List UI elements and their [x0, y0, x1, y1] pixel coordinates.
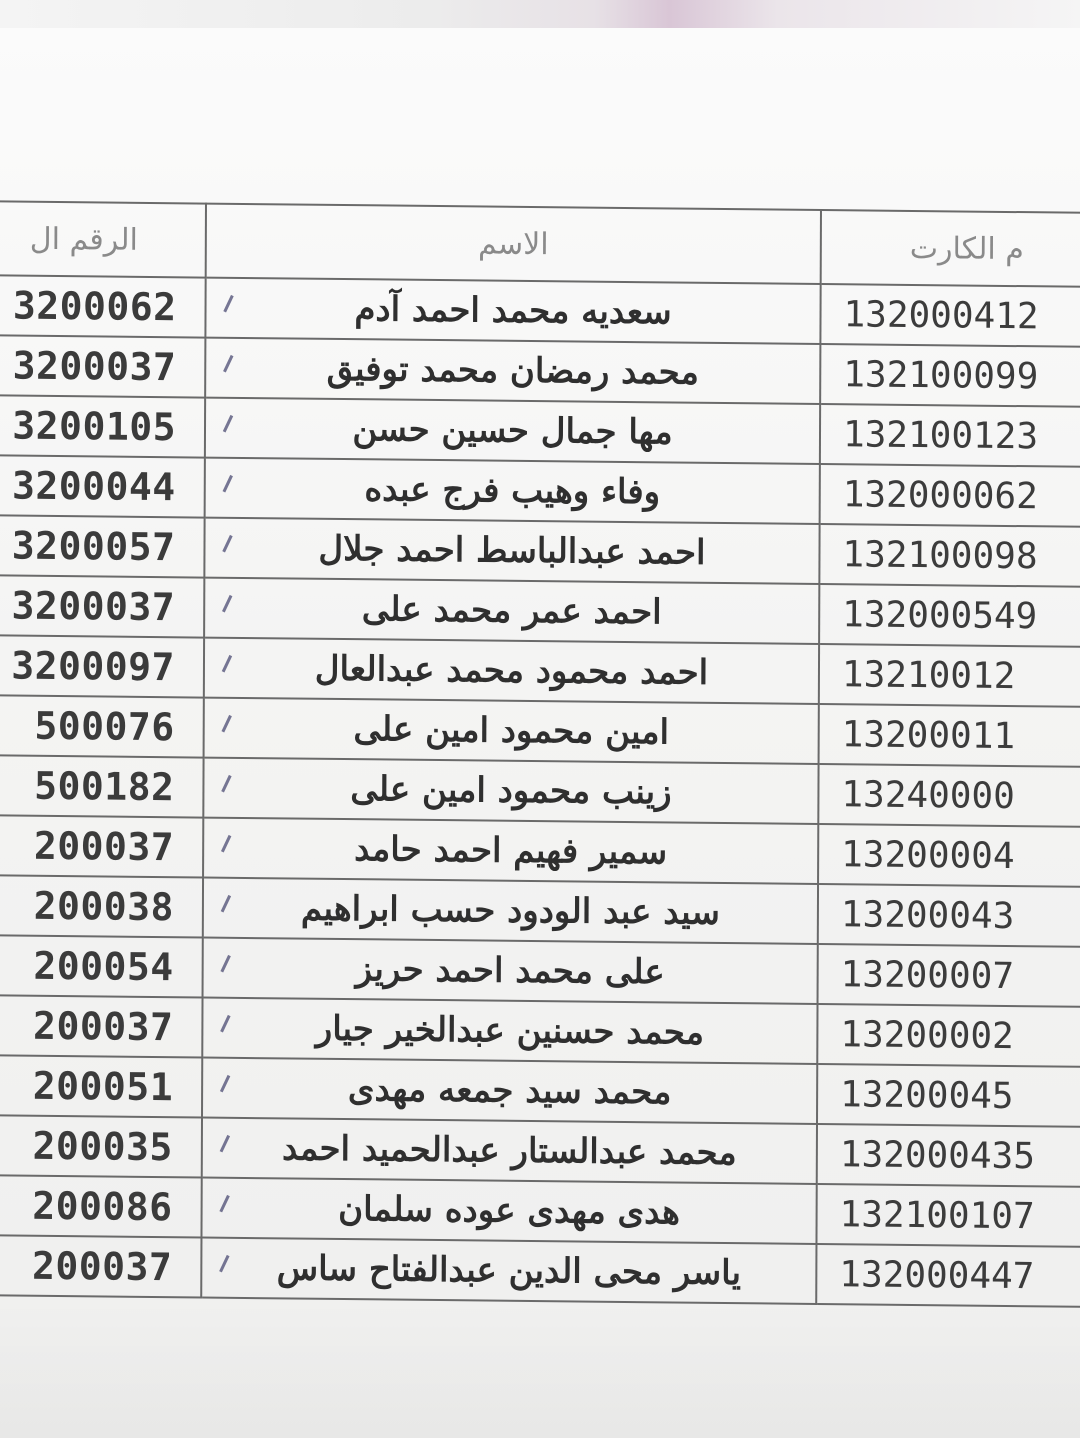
row-number: 3200044: [0, 455, 205, 518]
row-name: [203, 818, 818, 884]
row-card: 13200002: [817, 1004, 1080, 1067]
name-text: زينب محمود امين على: [350, 769, 672, 813]
check-mark-icon: [220, 1135, 239, 1157]
check-mark-icon: [220, 955, 239, 977]
row-name: [205, 338, 820, 404]
check-mark-icon: [220, 1075, 239, 1097]
row-name: [204, 578, 819, 644]
row-name: [204, 638, 819, 704]
check-mark-icon: [223, 415, 242, 437]
name-text: على محمد احمد حريز: [355, 949, 665, 993]
name-text: احمد عبدالباسط احمد جلال: [318, 528, 706, 573]
name-text: سيد عبد الودود حسب ابراهيم: [300, 888, 721, 933]
table-body: [0, 275, 1080, 1307]
row-name: [203, 878, 818, 944]
row-name: [205, 278, 820, 344]
row-number: 500076: [0, 695, 204, 758]
row-name: [201, 1178, 816, 1244]
row-card: 132100099: [820, 344, 1080, 407]
row-number: 3200105: [0, 395, 205, 458]
row-number: 3200062: [0, 275, 206, 338]
table-row: [0, 1235, 1080, 1307]
name-text: محمد عبدالستار عبدالحميد احمد: [281, 1128, 737, 1174]
name-text: مها جمال حسين حسن: [352, 409, 673, 453]
name-text: احمد محمود محمد عبدالعال: [314, 648, 709, 693]
row-number: 200054: [0, 935, 203, 998]
row-card: 13200043: [818, 884, 1080, 947]
row-name: [202, 1058, 817, 1124]
row-name: [203, 758, 818, 824]
row-card: 132000447: [816, 1244, 1080, 1307]
name-text: امين محمود امين على: [353, 709, 670, 753]
check-mark-icon: [223, 295, 242, 317]
row-card: 13210012: [819, 644, 1080, 707]
check-mark-icon: [221, 895, 240, 917]
check-mark-icon: [219, 1195, 238, 1217]
check-mark-icon: [221, 775, 240, 797]
check-mark-icon: [220, 1015, 239, 1037]
row-name: [205, 398, 820, 464]
name-text: هدى مهدى عوده سلمان: [338, 1188, 681, 1233]
row-card: 132000549: [819, 584, 1080, 647]
check-mark-icon: [222, 535, 241, 557]
name-text: محمد رمضان محمد توفيق: [326, 348, 699, 393]
paper-shadow: [0, 1300, 1080, 1438]
name-text: ياسر محى الدين عبدالفتاح ساس: [276, 1248, 742, 1294]
row-number: 200038: [0, 875, 203, 938]
check-mark-icon: [221, 835, 240, 857]
check-mark-icon: [223, 355, 242, 377]
table-header-row: [0, 201, 1080, 287]
row-name: [202, 998, 817, 1064]
row-card: 13200007: [818, 944, 1080, 1007]
header-name: الاسم: [206, 204, 821, 284]
name-text: احمد عمر محمد على: [361, 589, 662, 633]
row-name: [205, 458, 820, 524]
row-card: 13200011: [819, 704, 1080, 767]
name-text: وفاء وهيب فرج عبده: [364, 469, 661, 513]
row-number: 3200037: [0, 335, 205, 398]
row-number: 3200037: [0, 575, 204, 638]
row-number: 3200057: [0, 515, 205, 578]
row-card: 132100107: [816, 1184, 1080, 1247]
row-card: 132100123: [820, 404, 1080, 467]
row-number: 200035: [0, 1115, 202, 1178]
names-table: [0, 200, 1080, 1308]
name-text: سعديه محمد احمد آدم: [354, 289, 672, 333]
row-number: 200051: [0, 1055, 202, 1118]
row-name: [203, 938, 818, 1004]
row-number: 500182: [0, 755, 204, 818]
row-card: 132000062: [820, 464, 1080, 527]
name-text: محمد حسنين عبدالخير جيار: [315, 1008, 705, 1053]
row-number: 200086: [0, 1175, 202, 1238]
row-card: 132000435: [817, 1124, 1080, 1187]
row-number: 200037: [0, 1235, 201, 1298]
row-name: [204, 698, 819, 764]
row-card: 13200004: [818, 824, 1080, 887]
header-card: م الكارت: [821, 210, 1080, 287]
name-text: سمير فهيم احمد حامد: [354, 829, 668, 873]
row-card: 13200045: [817, 1064, 1080, 1127]
row-card: 132000412: [820, 284, 1080, 347]
check-mark-icon: [221, 715, 240, 737]
row-card: 13240000: [818, 764, 1080, 827]
check-mark-icon: [222, 655, 241, 677]
check-mark-icon: [219, 1255, 238, 1277]
row-number: 200037: [0, 815, 203, 878]
row-number: 200037: [0, 995, 203, 1058]
row-card: 132100098: [819, 524, 1080, 587]
row-name: [201, 1238, 816, 1304]
row-name: [204, 518, 819, 584]
check-mark-icon: [223, 475, 242, 497]
row-name: [202, 1118, 817, 1184]
name-text: محمد سيد جمعه مهدى: [347, 1069, 672, 1113]
check-mark-icon: [222, 595, 241, 617]
table-container: [0, 200, 1080, 1308]
header-number: الرقم ال: [0, 201, 206, 278]
row-number: 3200097: [0, 635, 204, 698]
